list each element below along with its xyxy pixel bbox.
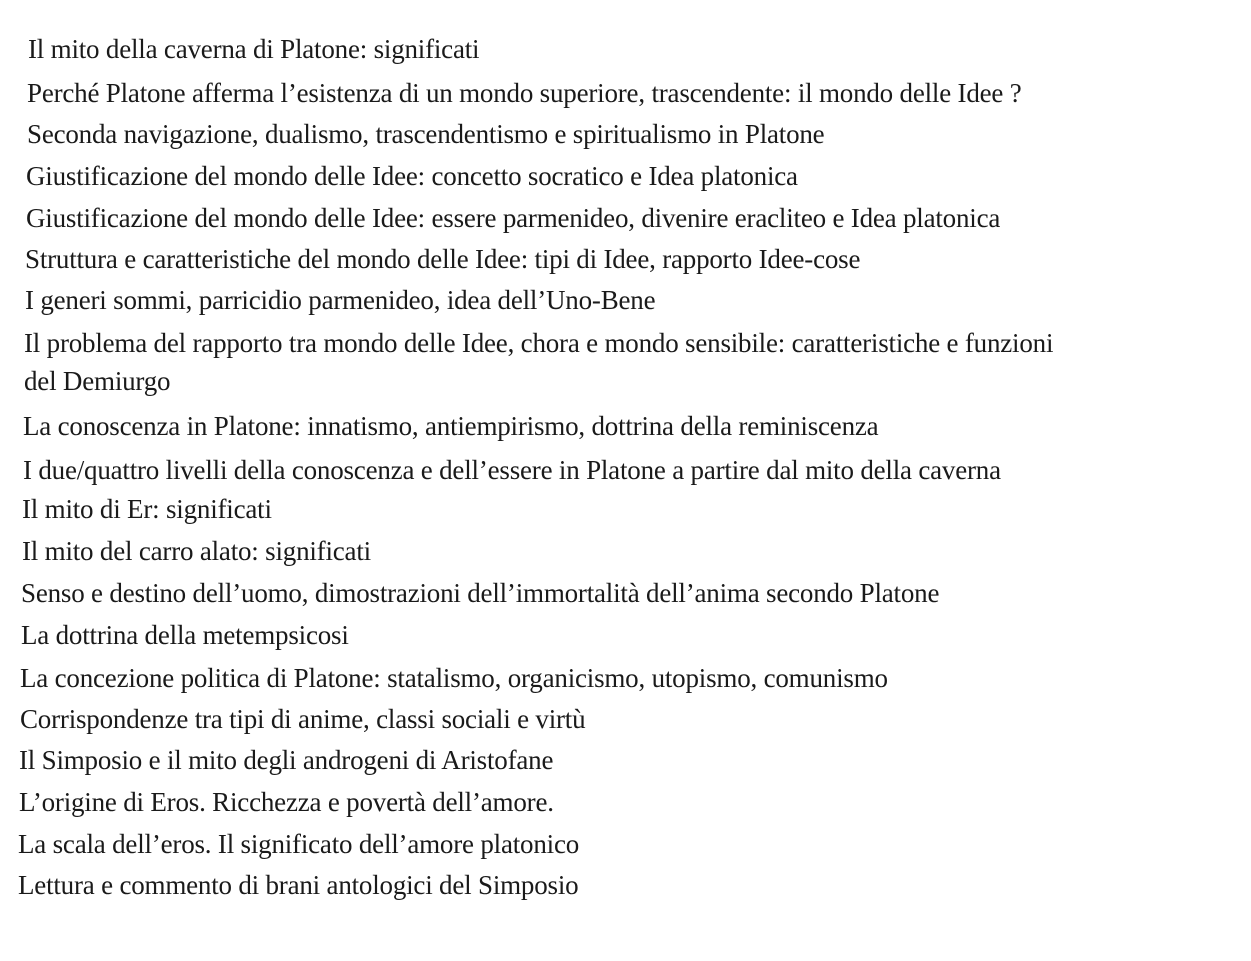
- text-line-12: Il mito di Er: significati: [22, 494, 272, 524]
- text-line-19: L’origine di Eros. Ricchezza e povertà dell’amore.: [19, 787, 554, 817]
- text-line-21: Lettura e commento di brani antologici del Simposio: [18, 870, 579, 900]
- text-line-18: Il Simposio e il mito degli androgeni di Aristofane: [19, 745, 554, 775]
- text-line-11: I due/quattro livelli della conoscenza e dell’essere in Platone a partire dal mito della caverna: [23, 455, 1001, 485]
- text-line-8: Il problema del rapporto tra mondo delle Idee, chora e mondo sensibile: caratteristiche e funzioni: [24, 328, 1054, 358]
- text-line-7: I generi sommi, parricidio parmenideo, idea dell’Uno-Bene: [25, 285, 656, 315]
- text-line-20: La scala dell’eros. Il significato dell’amore platonico: [18, 829, 580, 859]
- text-line-17: Corrispondenze tra tipi di anime, classi sociali e virtù: [20, 704, 586, 734]
- text-line-1: Il mito della caverna di Platone: significati: [28, 34, 480, 64]
- text-line-4: Giustificazione del mondo delle Idee: concetto socratico e Idea platonica: [26, 161, 798, 191]
- text-line-3: Seconda navigazione, dualismo, trascendentismo e spiritualismo in Platone: [27, 119, 825, 149]
- text-line-16: La concezione politica di Platone: statalismo, organicismo, utopismo, comunismo: [20, 663, 888, 693]
- text-line-13: Il mito del carro alato: significati: [22, 536, 371, 566]
- text-line-10: La conoscenza in Platone: innatismo, antiempirismo, dottrina della reminiscenza: [23, 411, 879, 441]
- text-line-9: del Demiurgo: [24, 366, 171, 396]
- text-line-15: La dottrina della metempsicosi: [21, 620, 349, 650]
- text-line-14: Senso e destino dell’uomo, dimostrazioni dell’immortalità dell’anima secondo Platone: [21, 578, 940, 608]
- text-line-5: Giustificazione del mondo delle Idee: essere parmenideo, divenire eracliteo e Idea platonica: [26, 203, 1001, 233]
- text-line-6: Struttura e caratteristiche del mondo delle Idee: tipi di Idee, rapporto Idee-cose: [25, 244, 861, 274]
- text-line-2: Perché Platone afferma l’esistenza di un mondo superiore, trascendente: il mondo delle Idee ?: [27, 78, 1022, 108]
